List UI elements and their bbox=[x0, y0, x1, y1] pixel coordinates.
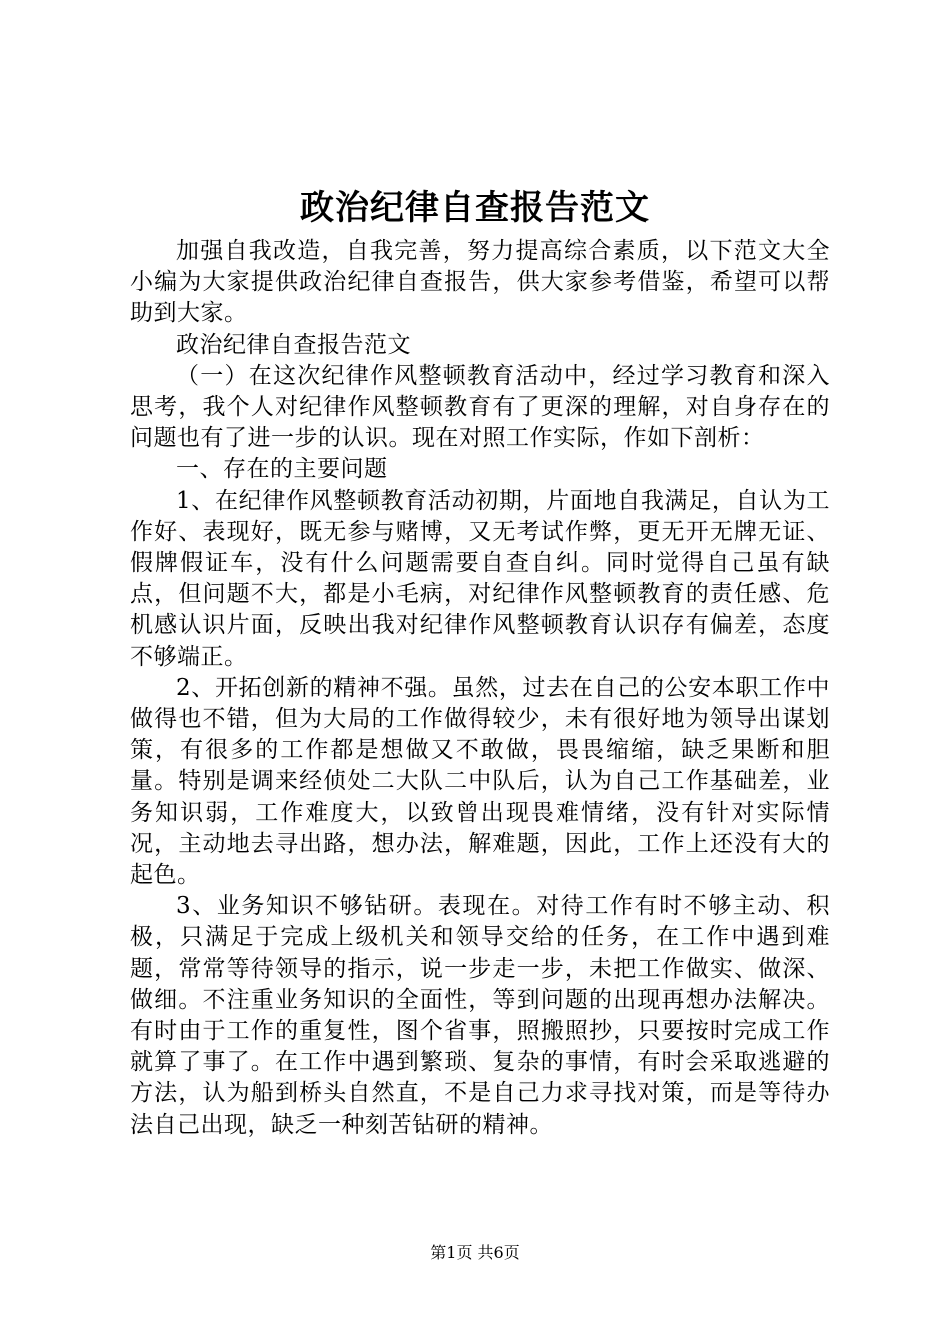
paragraph-problem-2: 2、开拓创新的精神不强。虽然，过去在自己的公安本职工作中做得也不错，但为大局的工作做得较少，未有很好地为领导出谋划策，有很多的工作都是想做又不敢做，畏畏缩缩，缺乏果断和胆量。特别是调来经侦处二大队二中队后，认为自己工作基础差，业务知识弱，工作难度大，以致曾出现畏难情绪，没有针对实际情况，主动地去寻出路，想办法，解难题，因此，工作上还没有大的起色。 bbox=[130, 674, 830, 889]
subheading-main-problems: 一、存在的主要问题 bbox=[176, 456, 388, 483]
document-title: 政治纪律自查报告范文 bbox=[300, 188, 650, 228]
intro-paragraph: 加强自我改造，自我完善，努力提高综合素质，以下范文大全小编为大家提供政治纪律自查报告，供大家参考借鉴，希望可以帮助到大家。 bbox=[130, 238, 830, 327]
document-body bbox=[130, 236, 830, 1141]
paragraph-part-one: （一）在这次纪律作风整顿教育活动中，经过学习教育和深入思考，我个人对纪律作风整顿教育有了更深的理解，对自身存在的问题也有了进一步的认识。现在对照工作实际，作如下剖析： bbox=[130, 362, 830, 452]
paragraph-problem-3: 3、业务知识不够钻研。表现在。对待工作有时不够主动、积极，只满足于完成上级机关和领导交给的任务，在工作中遇到难题，常常等待领导的指示，说一步走一步，未把工作做实、做深、做细。不注重业务知识的全面性，等到问题的出现再想办法解决。有时由于工作的重复性，图个省事，照搬照抄，只要按时完成工作就算了事了。在工作中遇到繁琐、复杂的事情，有时会采取逃避的方法，认为船到桥头自然直，不是自己力求寻找对策，而是等待办法自己出现，缺乏一种刻苦钻研的精神。 bbox=[130, 893, 830, 1138]
section-heading: 政治纪律自查报告范文 bbox=[176, 331, 411, 358]
page-footer: 第1页 共6页 bbox=[430, 1243, 520, 1262]
paragraph-problem-1: 1、在纪律作风整顿教育活动初期，片面地自我满足，自认为工作好、表现好，既无参与赌博，又无考试作弊，更无开无牌无证、假牌假证车，没有什么问题需要自查自纠。同时觉得自己虽有缺点，但问题不大，都是小毛病，对纪律作风整顿教育的责任感、危机感认识片面，反映出我对纪律作风整顿教育认识存有偏差，态度不够端正。 bbox=[130, 487, 830, 670]
